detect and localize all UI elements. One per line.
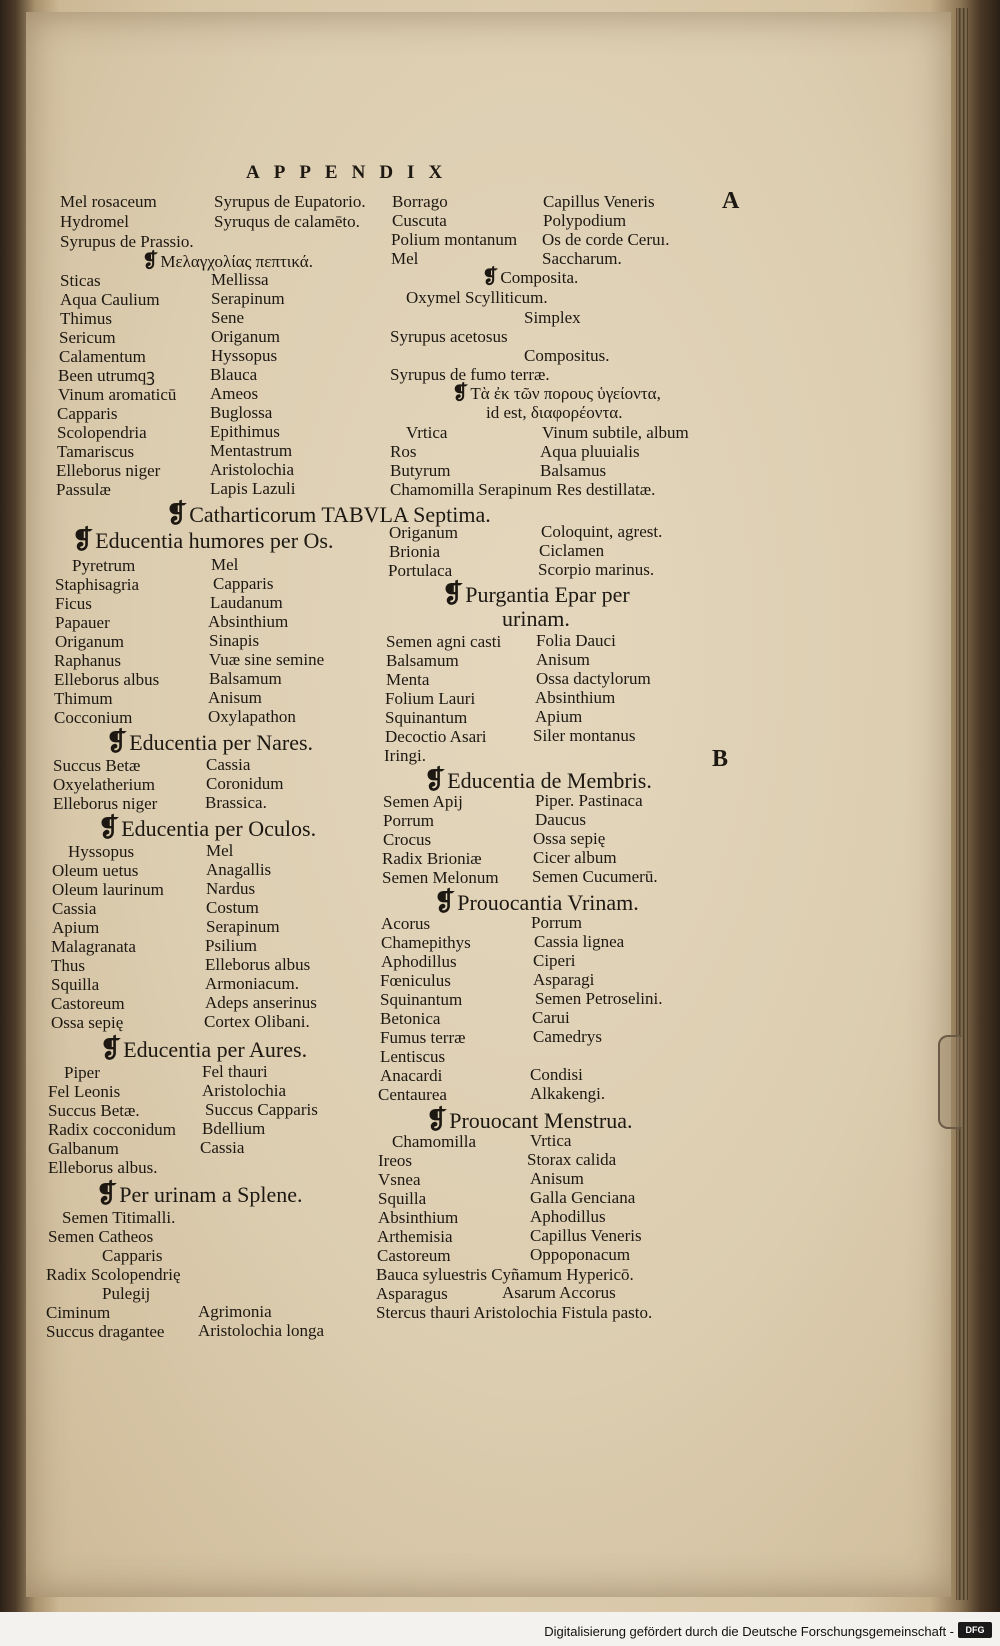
text-line: Decoctio Asari xyxy=(385,727,487,746)
text-line: Semen Apij xyxy=(383,792,463,811)
text-line: Aristolochia longa xyxy=(198,1321,325,1340)
text-line: Passulæ xyxy=(56,480,111,499)
text-line: Anagallis xyxy=(206,860,272,879)
text-line: Ros xyxy=(390,442,417,461)
text-line: Syruqus de calamēto. xyxy=(214,212,360,231)
text-line: Condisi xyxy=(530,1065,583,1084)
text-line: Semen Catheos xyxy=(48,1227,154,1246)
text-line: Mel xyxy=(211,555,239,574)
section-heading: ❡ Purgantia Epar per xyxy=(442,582,630,607)
text-line: Cicer album xyxy=(533,848,617,867)
text-line: Ossa dactylorum xyxy=(536,669,651,688)
text-line: Brionia xyxy=(389,542,440,561)
section-heading: ❡ Educentia per Nares. xyxy=(106,730,313,755)
text-line: Radix Scolopendrię xyxy=(46,1265,181,1284)
text-line: Alkakengi. xyxy=(530,1084,606,1103)
text-line: Epithimus xyxy=(210,422,280,441)
section-heading: ❡ Per urinam a Splene. xyxy=(96,1182,303,1207)
section-heading: ❡ Prouocant Menstrua. xyxy=(426,1108,633,1133)
text-line: Capillus Veneris xyxy=(543,192,655,211)
text-line: ❡ Μελαγχολίας πεπτικά. xyxy=(142,252,313,272)
text-line: Radix Brioniæ xyxy=(382,849,482,868)
footer-credit: Digitalisierung gefördert durch die Deutsche Forschungsgemeinschaft - xyxy=(544,1624,954,1639)
text-line: Sericum xyxy=(59,328,116,347)
text-line: Ciminum xyxy=(46,1303,111,1322)
text-line: Daucus xyxy=(535,810,586,829)
text-line: Hydromel xyxy=(60,212,129,231)
text-line: Polypodium xyxy=(543,211,627,230)
text-line: Vuæ sine semine xyxy=(209,650,325,669)
text-line: Raphanus xyxy=(54,651,122,670)
text-line: Compositus. xyxy=(524,346,610,365)
text-line: Porrum xyxy=(531,913,582,932)
text-line: Oppoponacum xyxy=(530,1245,631,1264)
text-line: Cocconium xyxy=(54,708,133,727)
text-line: Polium montanum xyxy=(391,230,518,249)
text-line: Nardus xyxy=(206,879,256,898)
text-line: Camedrys xyxy=(533,1027,602,1046)
text-line: Mel xyxy=(391,249,419,268)
text-line: Ireos xyxy=(378,1151,412,1170)
text-line: Adeps anserinus xyxy=(205,993,317,1012)
text-line: Serapinum xyxy=(211,289,285,308)
text-line: Menta xyxy=(386,670,430,689)
text-line: Anacardi xyxy=(380,1066,443,1085)
text-line: Syrupus de Prassio. xyxy=(60,232,194,251)
text-line: Balsamus xyxy=(540,461,607,480)
text-line: Iringi. xyxy=(384,746,427,765)
text-line: Malagranata xyxy=(51,937,136,956)
text-line: Anisum xyxy=(208,688,262,707)
text-line: Syrupus acetosus xyxy=(390,327,508,346)
section-heading: urinam. xyxy=(502,606,570,631)
text-line: Fumus terræ xyxy=(380,1028,466,1047)
text-line: Vinum subtile, album xyxy=(542,423,689,442)
text-line: Bauca syluestris Cyñamum Hypericō. xyxy=(376,1265,634,1284)
text-line: Balsamum xyxy=(209,669,282,688)
text-line: Syrupus de fumo terræ. xyxy=(390,365,550,384)
text-line: Aqua Caulium xyxy=(60,290,160,309)
text-line: Centaurea xyxy=(378,1085,447,1104)
text-line: Buglossa xyxy=(210,403,273,422)
text-line: Origanum xyxy=(389,523,458,542)
text-line: Thimum xyxy=(54,689,113,708)
text-line: Costum xyxy=(206,898,259,917)
text-line: Semen Cucumerū. xyxy=(532,867,658,886)
text-line: Capparis xyxy=(213,574,274,593)
text-line: Bdellium xyxy=(202,1119,266,1138)
text-line: Vrtica xyxy=(530,1131,572,1150)
text-line: Anisum xyxy=(530,1169,584,1188)
text-line: Squilla xyxy=(51,975,100,994)
text-line: Aphodillus xyxy=(530,1207,606,1226)
section-heading: ❡ Educentia humores per Os. xyxy=(72,528,333,553)
text-line: Oxymel Scylliticum. xyxy=(406,288,548,307)
text-line: Cassia xyxy=(200,1138,245,1157)
text-line: Piper xyxy=(64,1063,100,1082)
text-line: Saccharum. xyxy=(542,249,622,268)
text-line: Mentastrum xyxy=(210,441,293,460)
text-line: Castoreum xyxy=(377,1246,451,1265)
text-line: Piper. Pastinaca xyxy=(535,791,643,810)
text-line: Cassia lignea xyxy=(534,932,625,951)
text-line: Asarum Accorus xyxy=(502,1283,616,1302)
text-line: Lentiscus xyxy=(380,1047,446,1066)
text-line: Mel rosaceum xyxy=(60,192,157,211)
text-line: Syrupus de Eupatorio. xyxy=(214,192,366,211)
text-line: Aqua pluuialis xyxy=(540,442,640,461)
dfg-logo: DFG xyxy=(958,1622,992,1638)
text-line: Semen Petroselini. xyxy=(535,989,663,1008)
footer-bar xyxy=(0,1618,1000,1646)
section-heading: ❡ Educentia per Oculos. xyxy=(98,816,316,841)
marginal-letter-b: B xyxy=(712,746,729,772)
text-line: Os de corde Ceruı. xyxy=(542,230,670,249)
text-line: Portulaca xyxy=(388,561,453,580)
text-line: Cortex Olibani. xyxy=(204,1012,310,1031)
text-line: Folia Dauci xyxy=(536,631,616,650)
text-line: Anisum xyxy=(536,650,590,669)
text-line: Crocus xyxy=(383,830,432,849)
text-line: Ciclamen xyxy=(539,541,605,560)
text-line: Blauca xyxy=(210,365,258,384)
text-line: Stercus thauri Aristolochia Fistula pasto. xyxy=(376,1303,653,1322)
text-line: Vsnea xyxy=(378,1170,421,1189)
text-line: Scolopendria xyxy=(57,423,147,442)
text-line: Fel Leonis xyxy=(48,1082,121,1101)
text-line: Folium Lauri xyxy=(385,689,476,708)
text-line: Succus Betæ. xyxy=(48,1101,140,1120)
text-line: Succus dragantee xyxy=(46,1322,165,1341)
text-line: Sene xyxy=(211,308,245,327)
book-edge xyxy=(956,8,968,1600)
text-line: id est, διαφορέοντα. xyxy=(486,403,623,422)
text-line: ❡ Composita. xyxy=(482,268,578,288)
text-line: Castoreum xyxy=(51,994,125,1013)
text-line: Cassia xyxy=(206,755,251,774)
text-line: Coloquint, agrest. xyxy=(541,522,663,541)
text-line: Thus xyxy=(51,956,85,975)
text-line: Capparis xyxy=(102,1246,163,1265)
text-line: Hyssopus xyxy=(68,842,135,861)
text-line: Absinthium xyxy=(208,612,289,631)
text-line: Aphodillus xyxy=(381,952,457,971)
text-line: Elleborus albus. xyxy=(48,1158,158,1177)
text-line: Oleum laurinum xyxy=(52,880,164,899)
text-line: Vrtica xyxy=(406,423,448,442)
section-heading: ❡ Educentia de Membris. xyxy=(424,768,652,793)
text-line: Origanum xyxy=(55,632,124,651)
text-line: Chamomilla xyxy=(392,1132,477,1151)
text-line: ❡ Τὰ ἐκ τῶν πορους ὑγείοντα, xyxy=(452,384,661,404)
text-line: Brassica. xyxy=(205,793,267,812)
text-line: Psilium xyxy=(205,936,257,955)
text-line: Carui xyxy=(532,1008,570,1027)
text-line: Calamentum xyxy=(59,347,146,366)
text-line: Pulegij xyxy=(102,1284,151,1303)
text-line: Origanum xyxy=(211,327,280,346)
text-line: Serapinum xyxy=(206,917,280,936)
text-line: Staphisagria xyxy=(55,575,140,594)
section-heading: ❡ Prouocantia Vrinam. xyxy=(434,890,639,915)
page-clip xyxy=(938,1035,962,1129)
text-line: Ficus xyxy=(55,594,92,613)
text-line: Oleum uetus xyxy=(52,861,139,880)
text-line: Ciperi xyxy=(533,951,576,970)
text-line: Ossa sepię xyxy=(533,829,606,848)
text-line: Aristolochia xyxy=(210,460,295,479)
text-line: Cassia xyxy=(52,899,97,918)
text-line: Squinantum xyxy=(380,990,463,1009)
text-line: Armoniacum. xyxy=(205,974,299,993)
text-line: Sinapis xyxy=(209,631,260,650)
running-head: APPENDIX xyxy=(246,162,457,183)
text-line: Capillus Veneris xyxy=(530,1226,642,1245)
marginal-letter-a: A xyxy=(722,188,740,214)
section-heading: ❡ Educentia per Aures. xyxy=(100,1037,307,1062)
text-line: Butyrum xyxy=(390,461,451,480)
text-line: Semen agni casti xyxy=(386,632,502,651)
text-line: Thimus xyxy=(60,309,112,328)
text-line: Aristolochia xyxy=(202,1081,287,1100)
text-line: Semen Titimalli. xyxy=(62,1208,176,1227)
section-heading: ❡ Catharticorum TABVLA Septima. xyxy=(166,502,491,527)
text-line: Betonica xyxy=(380,1009,441,1028)
text-line: Squinantum xyxy=(385,708,468,727)
text-line: Coronidum xyxy=(206,774,284,793)
text-line: Ameos xyxy=(210,384,259,403)
text-line: Acorus xyxy=(381,914,431,933)
text-line: Scorpio marinus. xyxy=(538,560,655,579)
text-line: Papauer xyxy=(55,613,110,632)
text-line: Simplex xyxy=(524,308,581,327)
text-line: Oxyelatherium xyxy=(53,775,155,794)
text-line: Oxylapathon xyxy=(208,707,296,726)
text-line: Elleborus albus xyxy=(205,955,311,974)
text-line: Absinthium xyxy=(378,1208,459,1227)
text-line: Hyssopus xyxy=(211,346,278,365)
text-line: Porrum xyxy=(383,811,434,830)
text-line: Cuscuta xyxy=(392,211,447,230)
text-line: Balsamum xyxy=(386,651,459,670)
text-line: Storax calida xyxy=(527,1150,617,1169)
text-line: Laudanum xyxy=(210,593,283,612)
text-line: Pyretrum xyxy=(72,556,136,575)
text-line: Arthemisia xyxy=(377,1227,453,1246)
text-line: Succus Betæ xyxy=(53,756,141,775)
text-line: Semen Melonum xyxy=(382,868,499,887)
text-line: Apium xyxy=(52,918,100,937)
text-line: Vinum aromaticū xyxy=(58,385,177,404)
text-line: Radix cocconidum xyxy=(48,1120,176,1139)
text-line: Siler montanus xyxy=(533,726,636,745)
text-line: Apium xyxy=(535,707,583,726)
text-line: Chamepithys xyxy=(381,933,471,952)
text-line: Capparis xyxy=(57,404,118,423)
text-line: Tamariscus xyxy=(57,442,135,461)
text-line: Ossa sepię xyxy=(51,1013,124,1032)
text-line: Elleborus albus xyxy=(54,670,160,689)
text-line: Asparagus xyxy=(376,1284,448,1303)
text-line: Fœniculus xyxy=(380,971,451,990)
text-line: Galla Genciana xyxy=(530,1188,636,1207)
text-line: Asparagi xyxy=(533,970,595,989)
text-line: Mel xyxy=(206,841,234,860)
text-line: Sticas xyxy=(60,271,101,290)
text-line: Mellissa xyxy=(211,270,269,289)
text-line: Elleborus niger xyxy=(56,461,161,480)
text-line: Fel thauri xyxy=(202,1062,268,1081)
text-line: Absinthium xyxy=(535,688,616,707)
text-line: Borrago xyxy=(392,192,448,211)
text-line: Succus Capparis xyxy=(205,1100,318,1119)
text-line: Galbanum xyxy=(48,1139,119,1158)
text-line: Been utrumqꝫ xyxy=(58,366,155,385)
text-line: Agrimonia xyxy=(198,1302,272,1321)
text-line: Chamomilla Serapinum Res destillatæ. xyxy=(390,480,656,499)
text-line: Lapis Lazuli xyxy=(210,479,296,498)
text-line: Elleborus niger xyxy=(53,794,158,813)
text-line: Squilla xyxy=(378,1189,427,1208)
